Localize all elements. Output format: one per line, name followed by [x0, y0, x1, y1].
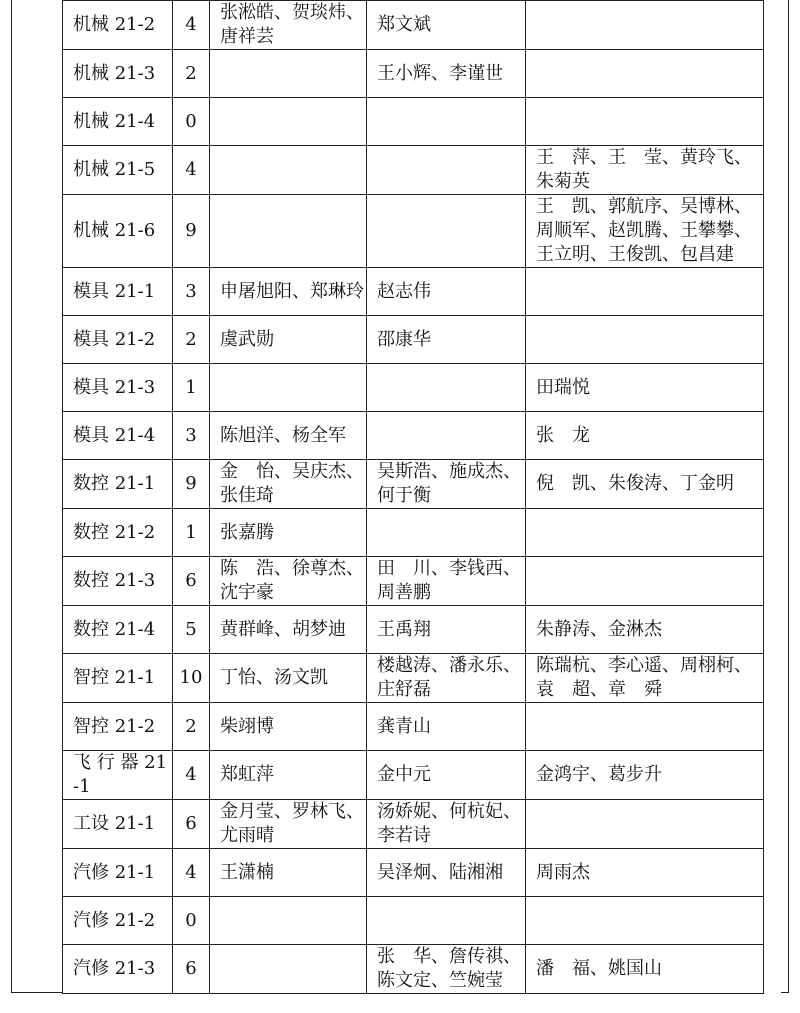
count-cell: 4 [173, 751, 210, 800]
class-name-cell: 模具 21-4 [63, 412, 173, 460]
table-row [63, 412, 764, 460]
count-cell: 6 [173, 557, 210, 606]
names-col5-cell [526, 98, 764, 146]
table-row [63, 654, 764, 703]
table-row [63, 945, 764, 994]
names-col4-cell: 田 川、李钱西、周善鹏 [367, 557, 526, 606]
count-cell: 9 [173, 460, 210, 509]
names-col4-cell [367, 98, 526, 146]
class-name-cell: 工设 21-1 [63, 800, 173, 849]
names-col4-cell [367, 195, 526, 268]
student-list-table [62, 0, 764, 994]
names-col4-cell [367, 897, 526, 945]
table-row [63, 195, 764, 268]
count-cell: 9 [173, 195, 210, 268]
names-col4-cell: 王禹翔 [367, 606, 526, 654]
names-col3-cell [210, 897, 367, 945]
table-row [63, 509, 764, 557]
names-col4-cell: 吴斯浩、施成杰、何于衡 [367, 460, 526, 509]
names-col3-cell: 陈 浩、徐尊杰、沈宇豪 [210, 557, 367, 606]
names-col3-cell: 金 怡、吴庆杰、张佳琦 [210, 460, 367, 509]
class-name-cell: 数控 21-2 [63, 509, 173, 557]
count-cell: 6 [173, 800, 210, 849]
class-name-cell: 汽修 21-1 [63, 849, 173, 897]
class-name-cell: 机械 21-6 [63, 195, 173, 268]
names-col5-cell: 王 凯、郭航序、吴博林、周顺军、赵凯腾、王攀攀、王立明、王俊凯、包昌建 [526, 195, 764, 268]
right-margin-border [788, 0, 789, 992]
table-row [63, 316, 764, 364]
names-col3-cell: 柴翊博 [210, 703, 367, 751]
table-row [63, 460, 764, 509]
names-col5-cell: 潘 福、姚国山 [526, 945, 764, 994]
names-col4-cell: 邵康华 [367, 316, 526, 364]
class-name-cell: 汽修 21-3 [63, 945, 173, 994]
names-col5-cell: 周雨杰 [526, 849, 764, 897]
count-cell: 6 [173, 945, 210, 994]
count-cell: 10 [173, 654, 210, 703]
names-col3-cell: 黄群峰、胡梦迪 [210, 606, 367, 654]
table-row [63, 800, 764, 849]
class-name-cell: 智控 21-2 [63, 703, 173, 751]
table-row [63, 1, 764, 50]
count-cell: 4 [173, 1, 210, 50]
count-cell: 0 [173, 897, 210, 945]
count-cell: 5 [173, 606, 210, 654]
names-col5-cell: 朱静涛、金淋杰 [526, 606, 764, 654]
class-name-cell: 模具 21-3 [63, 364, 173, 412]
names-col4-cell: 吴泽炯、陆湘湘 [367, 849, 526, 897]
count-cell: 3 [173, 268, 210, 316]
names-col3-cell: 金月莹、罗林飞、尤雨晴 [210, 800, 367, 849]
names-col3-cell [210, 945, 367, 994]
class-name-cell: 机械 21-3 [63, 50, 173, 98]
class-name-cell: 数控 21-3 [63, 557, 173, 606]
names-col4-cell: 楼越涛、潘永乐、庄舒磊 [367, 654, 526, 703]
names-col3-cell: 申屠旭阳、郑琳玲 [210, 268, 367, 316]
table-row [63, 146, 764, 195]
names-col3-cell: 张嘉腾 [210, 509, 367, 557]
class-name-cell: 模具 21-2 [63, 316, 173, 364]
names-col5-cell: 王 萍、王 莹、黄玲飞、朱菊英 [526, 146, 764, 195]
table-row [63, 606, 764, 654]
names-col4-cell [367, 146, 526, 195]
names-col3-cell: 丁怡、汤文凯 [210, 654, 367, 703]
names-col5-cell [526, 268, 764, 316]
names-col3-cell: 陈旭洋、杨全军 [210, 412, 367, 460]
names-col5-cell: 张 龙 [526, 412, 764, 460]
bottom-margin-border-right [781, 992, 789, 993]
names-col3-cell [210, 195, 367, 268]
names-col5-cell: 金鸿宇、葛步升 [526, 751, 764, 800]
names-col4-cell: 汤娇妮、何杭妃、李若诗 [367, 800, 526, 849]
names-col5-cell [526, 897, 764, 945]
class-name-cell: 汽修 21-2 [63, 897, 173, 945]
bottom-margin-border [11, 992, 62, 993]
table-body [63, 1, 764, 994]
class-name-cell: 智控 21-1 [63, 654, 173, 703]
names-col3-cell: 郑虹萍 [210, 751, 367, 800]
class-name-cell: 机械 21-4 [63, 98, 173, 146]
names-col5-cell [526, 557, 764, 606]
table-row [63, 268, 764, 316]
table-row [63, 703, 764, 751]
names-col4-cell: 郑文斌 [367, 1, 526, 50]
names-col3-cell [210, 146, 367, 195]
names-col5-cell [526, 316, 764, 364]
names-col4-cell: 龚青山 [367, 703, 526, 751]
class-name-cell: 机械 21-2 [63, 1, 173, 50]
names-col5-cell [526, 1, 764, 50]
table-row [63, 50, 764, 98]
names-col5-cell: 田瑞悦 [526, 364, 764, 412]
count-cell: 2 [173, 50, 210, 98]
names-col4-cell: 赵志伟 [367, 268, 526, 316]
count-cell: 1 [173, 364, 210, 412]
names-col3-cell [210, 98, 367, 146]
count-cell: 1 [173, 509, 210, 557]
count-cell: 2 [173, 703, 210, 751]
names-col3-cell: 虞武勋 [210, 316, 367, 364]
table-row [63, 364, 764, 412]
class-name-cell: 飞 行 器 21-1 [63, 751, 173, 800]
names-col5-cell: 倪 凯、朱俊涛、丁金明 [526, 460, 764, 509]
names-col3-cell [210, 50, 367, 98]
names-col5-cell [526, 50, 764, 98]
table-row [63, 849, 764, 897]
names-col5-cell [526, 509, 764, 557]
names-col4-cell [367, 509, 526, 557]
names-col3-cell: 张淞皓、贺琰炜、唐祥芸 [210, 1, 367, 50]
names-col3-cell: 王潇楠 [210, 849, 367, 897]
names-col3-cell [210, 364, 367, 412]
names-col4-cell: 张 华、詹传祺、陈文定、竺婉莹 [367, 945, 526, 994]
names-col4-cell [367, 412, 526, 460]
class-name-cell: 机械 21-5 [63, 146, 173, 195]
names-col5-cell: 陈瑞杭、李心遥、周栩柯、袁 超、章 舜 [526, 654, 764, 703]
count-cell: 4 [173, 146, 210, 195]
left-margin-border [11, 0, 12, 992]
table-row [63, 98, 764, 146]
count-cell: 3 [173, 412, 210, 460]
table-row [63, 557, 764, 606]
count-cell: 0 [173, 98, 210, 146]
names-col4-cell: 王小辉、李谨世 [367, 50, 526, 98]
table-row [63, 751, 764, 800]
class-name-cell: 模具 21-1 [63, 268, 173, 316]
table-row [63, 897, 764, 945]
count-cell: 4 [173, 849, 210, 897]
names-col5-cell [526, 703, 764, 751]
names-col4-cell [367, 364, 526, 412]
class-name-cell: 数控 21-4 [63, 606, 173, 654]
names-col4-cell: 金中元 [367, 751, 526, 800]
count-cell: 2 [173, 316, 210, 364]
names-col5-cell [526, 800, 764, 849]
class-name-cell: 数控 21-1 [63, 460, 173, 509]
